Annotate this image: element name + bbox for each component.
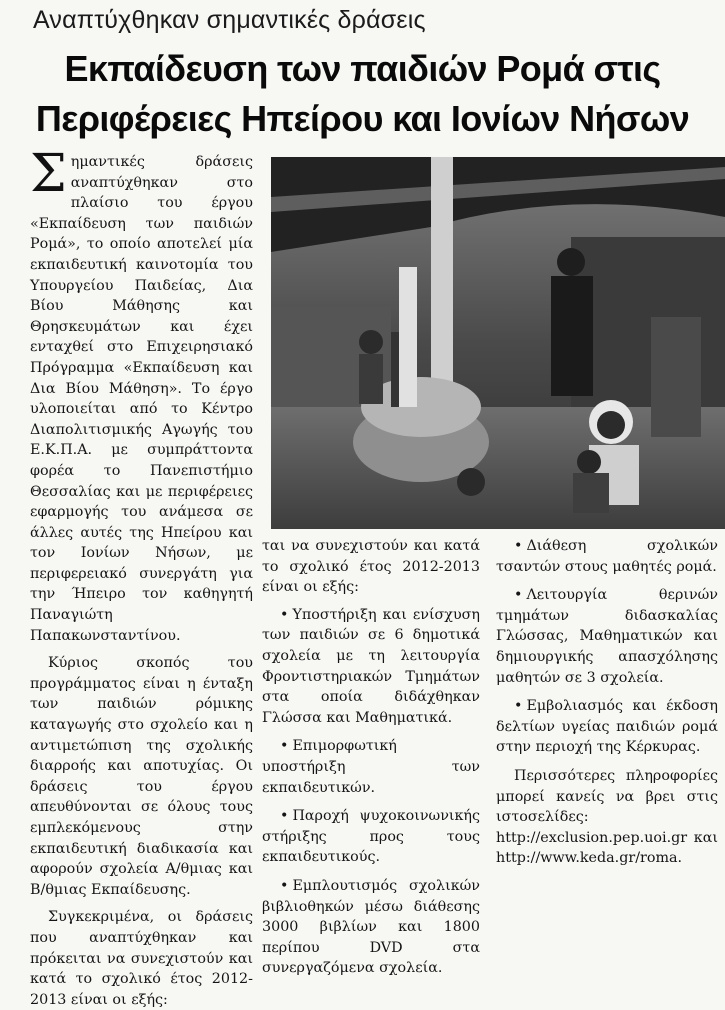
list-item: • Εμβολιασμός και έκδοση δελτίων υγείας παιδιών ρομά στην περιοχή της Κέρκυρας. <box>496 698 718 756</box>
article-column-1 <box>30 144 253 1008</box>
headline-line-2: Περιφέρειες Ηπείρου και Ιονίων Νήσων <box>35 98 690 139</box>
list-item: • Διάθεση σχολικών τσαντών στους μαθητές ρομά. <box>496 538 718 575</box>
closing-paragraph: Περισσότερες πληροφορίες μπορεί κανείς να βρει στις ιστοσελίδες: http://exclusion.pep.uoi.gr και http://www.keda.gr/roma. <box>496 767 718 867</box>
article-column-3 <box>496 536 718 876</box>
headline <box>0 44 725 144</box>
list-item: • Εμπλουτισμός σχολικών βιβλιοθηκών μέσω διάθεσης 3000 βιβλίων και 1800 περίπου DVD στα συνεργαζόμενα σχολεία. <box>262 877 480 977</box>
specifics-paragraph-start: Συγκεκριμένα, οι δράσεις που αναπτύχθηκαν και πρόκειται να συνεχιστούν και κατά το σχολικό έτος 2012-2013 είναι οι εξής: <box>30 909 253 1008</box>
list-item: • Επιμορφωτική υποστήριξη των εκπαιδευτικών. <box>262 738 480 796</box>
article-column-2 <box>262 536 480 987</box>
actions-list <box>262 605 480 979</box>
purpose-paragraph: Κύριος σκοπός του προγράμματος είναι η ένταξη των παιδιών ρόμικης καταγωγής στο σχολείο και η αντιμετώπιση της σχολικής διαρροής και αποτυχίας. Οι δράσεις του έργου απευθύνονται σε όλους τους εμπλεκόμενους στην εκπαιδευτική διαδικασία και αφορούν σχολεία Α/θμιας και Β/θμιας Εκπαίδευσης. <box>30 655 253 898</box>
list-item: • Υποστήριξη και ενίσχυση των παιδιών σε 6 δημοτικά σχολεία με τη λειτουργία Φροντιστηριακών Τμημάτων στα οποία διδάχθηκαν Γλώσσα και Μαθηματικά. <box>262 606 480 726</box>
intro-paragraph <box>30 144 253 646</box>
headline-line-1: Εκπαίδευση των παιδιών Ρομά στις <box>64 48 661 89</box>
article-photo <box>271 157 725 529</box>
actions-list-continued <box>496 536 718 758</box>
kicker: Αναπτύχθηκαν σημαντικές δράσεις <box>33 6 426 34</box>
list-item: • Παροχή ψυχοκοινωνικής στήριξης προς τους εκπαιδευτικούς. <box>262 808 480 866</box>
intro-text: ημαντικές δράσεις αναπτύχθηκαν στο πλαίσιο του έργου «Εκπαίδευση των παιδιών Ρομά», το οποίο αποτελεί μία εκπαιδευτική καινοτομία του Υπουργείου Παιδείας, Δια Βίου Μάθησης και Θρησκευμάτων και έχει ενταχθεί στο Επιχειρησιακό Πρόγραμμα «Εκπαίδευση και Δια Βίου Μάθηση». Το έργο υλοποιείται από το Κέντρο Διαπολιτισμικής Αγωγής του Ε.Κ.Π.Α. με συμπράττοντα φορέα το Πανεπιστήμιο Θεσσαλίας και με περιφέρειες εφαρμογής του ανάμεσα σε άλλες αυτές της Ηπείρου και τον Ιονίων Νήσων, με περιφερειακό συνεργάτη για την Ήπειρο τον καθηγητή Παναγιώτη Παπακωνσταντίνου. <box>30 154 253 644</box>
drop-cap: Σ <box>30 144 67 204</box>
photo-illustration <box>271 157 725 529</box>
list-item: • Λειτουργία θερινών τμημάτων διδασκαλίας Γλώσσας, Μαθηματικών και δημιουργικής απασχόλησης μαθητών σε 3 σχολεία. <box>496 587 718 686</box>
specifics-paragraph-continuation: ται να συνεχιστούν και κατά το σχολικό έτος 2012-2013 είναι οι εξής: <box>262 538 480 596</box>
